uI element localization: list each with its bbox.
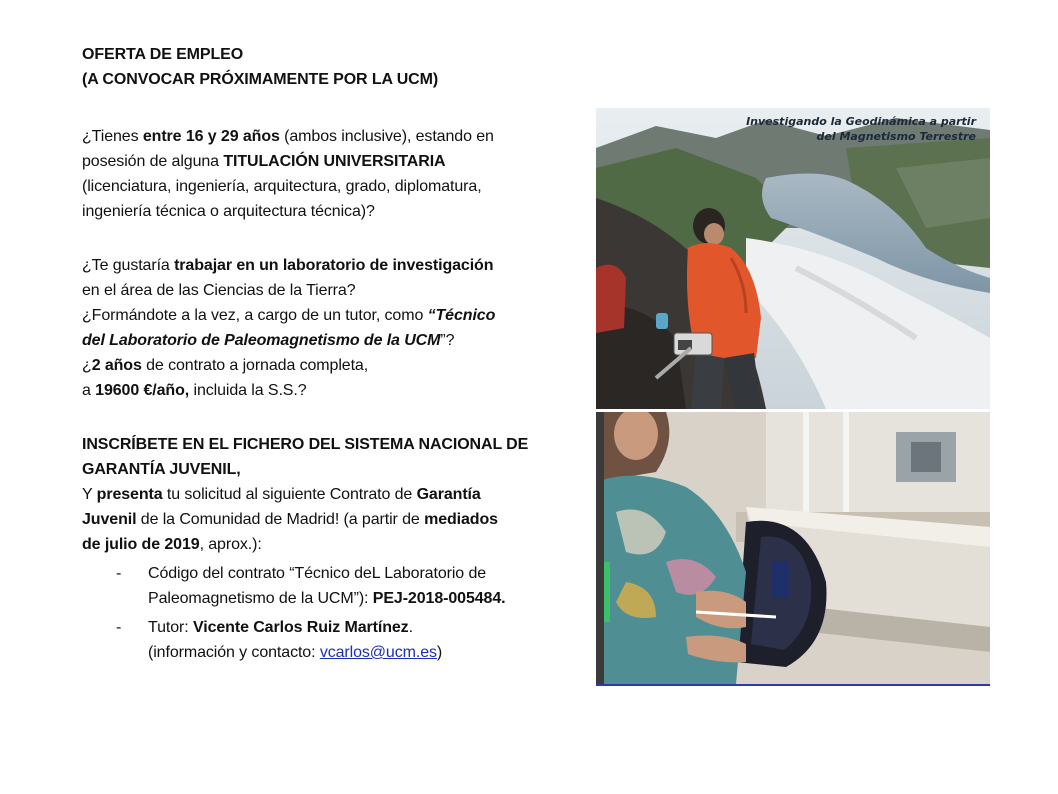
header-line-2: (A CONVOCAR PRÓXIMAMENTE POR LA UCM) <box>82 71 439 88</box>
contact-email-link[interactable]: vcarlos@ucm.es <box>319 644 437 661</box>
para3-line-1: INSCRÍBETE EN EL FICHERO DEL SISTEMA NACIONAL DE <box>82 436 529 453</box>
para2-line-1: ¿Te gustaría trabajar en un laboratorio de investigación <box>82 257 494 274</box>
lab-magnetometer-illustration <box>596 412 990 684</box>
para2-line-6: a 19600 €/año, incluida la S.S.? <box>82 382 307 399</box>
list-item: - Código del contrato “Técnico deL Laboratorio de Paleomagnetismo de la UCM”): PEJ-2018-005484. <box>116 565 506 607</box>
fjord-fieldwork-illustration <box>596 108 990 409</box>
laboratory-photo <box>596 412 990 686</box>
tutor-name: Vicente Carlos Ruiz Martínez <box>192 619 409 636</box>
para3-line-5: de julio de 2019, aprox.): <box>82 536 262 553</box>
para2-line-2: en el área de las Ciencias de la Tierra? <box>82 282 356 299</box>
para2-line-5: ¿2 años de contrato a jornada completa, <box>82 357 369 374</box>
photo-caption: Investigando la Geodinámica a partir del Magnetismo Terrestre <box>746 115 976 143</box>
para3-line-3: Y presenta tu solicitud al siguiente Contrato de Garantía <box>82 486 481 503</box>
job-offer-text <box>82 42 582 665</box>
fieldwork-photo <box>596 108 990 409</box>
para2-line-3: ¿Formándote a la vez, a cargo de un tutor, como “Técnico <box>82 307 496 324</box>
para2-line-4: del Laboratorio de Paleomagnetismo de la UCM”? <box>82 332 455 349</box>
contract-details-list <box>82 561 582 665</box>
para1-line-1: ¿Tienes entre 16 y 29 años (ambos inclusive), estando en <box>82 128 494 145</box>
para1-line-3: (licenciatura, ingeniería, arquitectura, grado, diplomatura, <box>82 178 482 195</box>
header-line-1: OFERTA DE EMPLEO <box>82 46 244 63</box>
para3-line-4: Juvenil de la Comunidad de Madrid! (a partir de mediados <box>82 511 498 528</box>
para3-line-2: GARANTÍA JUVENIL, <box>82 461 241 478</box>
para1-line-4: ingeniería técnica o arquitectura técnica)? <box>82 203 375 220</box>
contract-code: PEJ-2018-005484. <box>372 590 506 607</box>
list-item: - Tutor: Vicente Carlos Ruiz Martínez. (información y contacto: vcarlos@ucm.es) <box>116 619 443 661</box>
para1-line-2: posesión de alguna TITULACIÓN UNIVERSITARIA <box>82 153 446 170</box>
